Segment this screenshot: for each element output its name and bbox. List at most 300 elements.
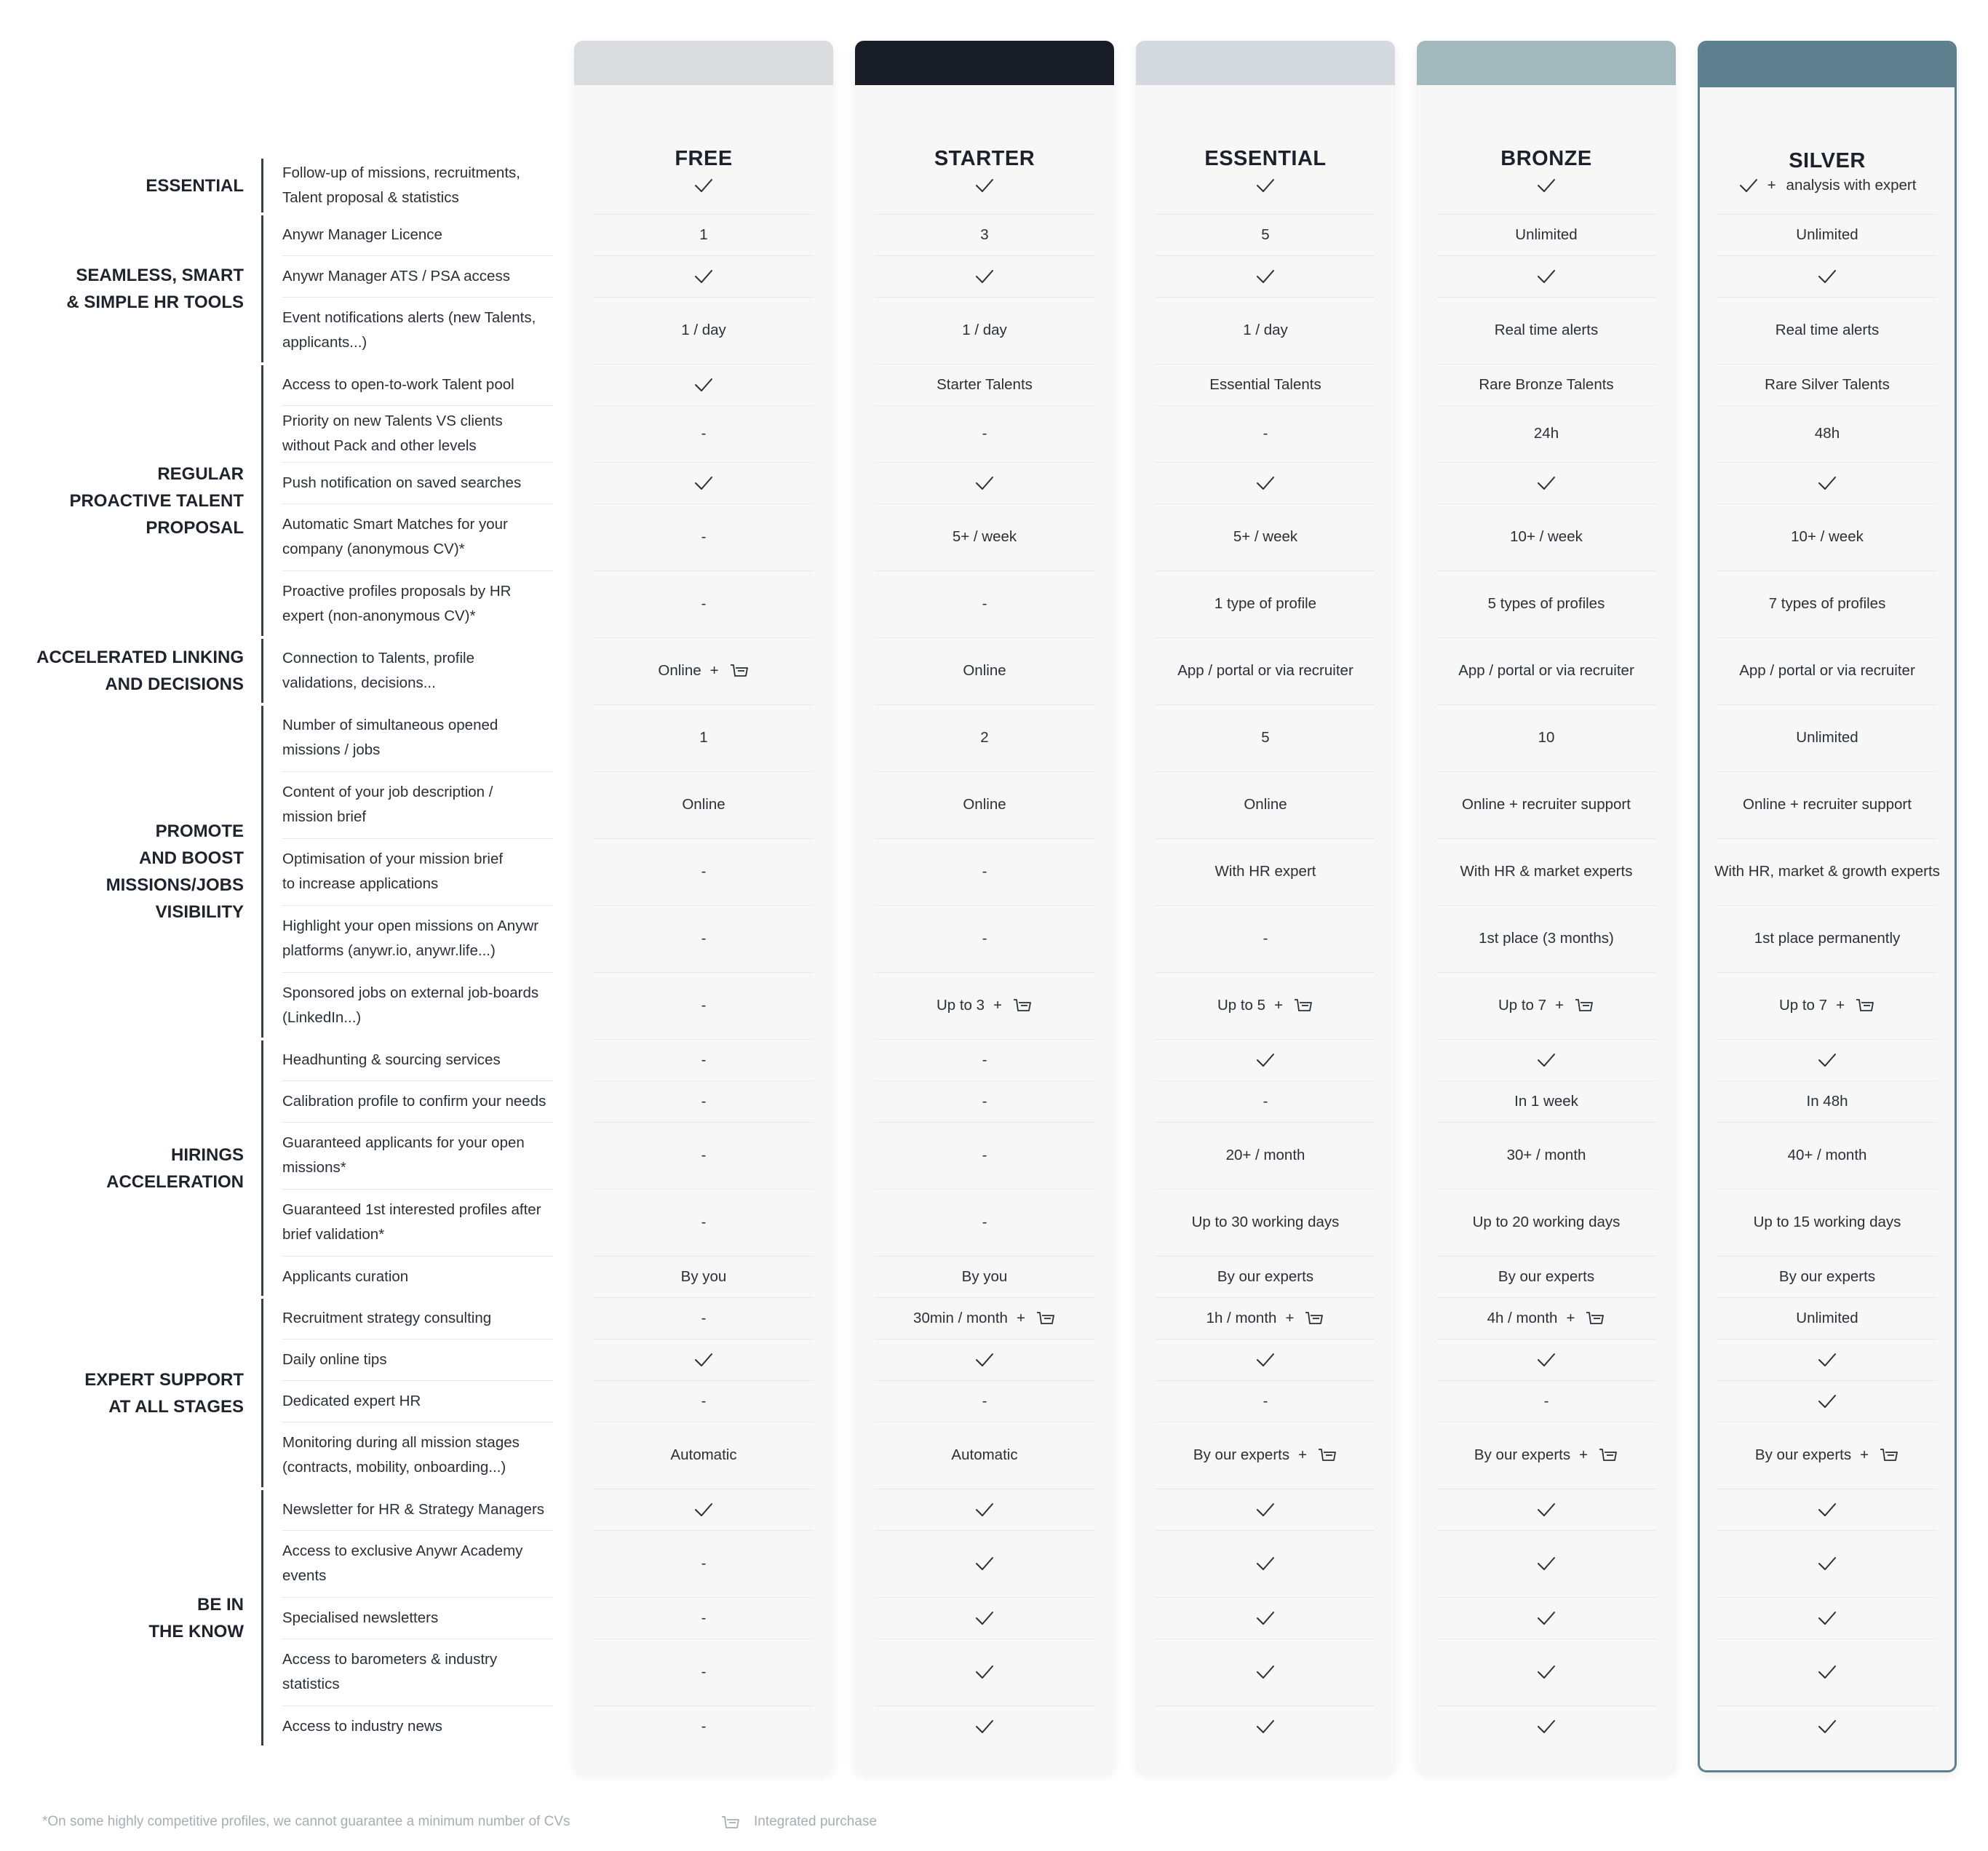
check-icon	[1536, 1052, 1556, 1068]
group-label	[0, 461, 244, 541]
plan-cell	[574, 905, 833, 972]
cell-value: -	[701, 1555, 707, 1572]
plan-cell	[1417, 570, 1676, 637]
check-icon	[1817, 1393, 1837, 1409]
plan-cell	[1698, 838, 1957, 905]
plan-cell	[1136, 255, 1395, 297]
group-label-line: AT ALL STAGES	[108, 1396, 244, 1417]
cell-value: By our experts	[1754, 1446, 1852, 1463]
plan-cell	[574, 1705, 833, 1747]
feature-label	[282, 1489, 553, 1530]
group-label-line: REGULAR	[157, 463, 244, 484]
cell-value: 24h	[1533, 425, 1559, 442]
check-icon	[974, 1352, 995, 1368]
check-icon	[974, 475, 995, 491]
plan-cell	[1417, 462, 1676, 503]
group-label-line: ACCELERATED LINKING	[36, 648, 244, 667]
plan-header-band	[1417, 41, 1676, 85]
cell-value: 2	[980, 729, 989, 746]
plan-cell	[855, 570, 1114, 637]
cell-value: -	[982, 930, 987, 947]
plan-cell	[1417, 771, 1676, 838]
cell-value: -	[982, 425, 987, 442]
feature-label	[282, 1530, 553, 1597]
check-icon	[1255, 1556, 1276, 1572]
cell-value: 5	[1261, 226, 1270, 243]
cart-icon	[1855, 998, 1875, 1014]
plan-cell	[1417, 1256, 1676, 1297]
feature-label	[282, 1189, 553, 1256]
feature-label	[282, 905, 553, 972]
plan-cell	[1136, 1122, 1395, 1189]
plan-cell	[855, 462, 1114, 503]
plan-cell	[1417, 637, 1676, 704]
check-icon	[1255, 268, 1276, 284]
cell-value: Up to 20 working days	[1472, 1214, 1621, 1230]
plan-cell	[574, 1122, 833, 1189]
plan-cell	[855, 1530, 1114, 1597]
plus-sign: +	[1767, 177, 1776, 194]
feature-label	[282, 1422, 553, 1489]
cell-value: -	[701, 595, 707, 612]
feature-label	[282, 1339, 553, 1380]
cell-value: In 1 week	[1514, 1092, 1578, 1110]
plan-cell	[1698, 297, 1957, 364]
check-icon	[1817, 268, 1837, 284]
plan-cell	[855, 1489, 1114, 1530]
cell-value: Up to 15 working days	[1753, 1214, 1901, 1230]
plan-cell	[1417, 905, 1676, 972]
cell-value: Unlimited	[1796, 729, 1858, 746]
feature-label	[282, 972, 553, 1039]
check-icon	[1817, 475, 1837, 491]
check-icon	[974, 1556, 995, 1572]
feature-label-line: Optimisation of your mission brief	[282, 851, 504, 867]
plan-cell	[1136, 771, 1395, 838]
plan-cell	[574, 838, 833, 905]
group-label	[0, 1142, 244, 1195]
cell-value: 10+ / week	[1791, 528, 1864, 545]
plan-cell	[1136, 1489, 1395, 1530]
plan-cell	[1417, 1705, 1676, 1747]
plan-cell	[574, 771, 833, 838]
check-icon	[1738, 178, 1759, 194]
cart-icon	[1317, 1447, 1337, 1463]
plan-cell	[1136, 1189, 1395, 1256]
cell-value: With HR & market experts	[1460, 863, 1633, 880]
plan-cell	[1698, 905, 1957, 972]
cell-value: Up to 7	[1778, 997, 1828, 1014]
group-bracket	[261, 706, 263, 1038]
plan-cell	[1698, 1639, 1957, 1705]
check-icon	[974, 178, 995, 194]
cell-value: 3	[980, 226, 989, 243]
cell-value: -	[1263, 1392, 1268, 1409]
feature-label	[282, 1256, 553, 1297]
cart-icon	[1598, 1447, 1618, 1463]
plan-cell	[1417, 1122, 1676, 1189]
check-icon	[1255, 475, 1276, 491]
feature-label	[282, 364, 553, 405]
cell-value: 5	[1261, 729, 1270, 746]
feature-label-line: mission brief	[282, 808, 367, 825]
footnote: *On some highly competitive profiles, we cannot guarantee a minimum number of CVs	[42, 1814, 570, 1829]
plan-cell	[1698, 1256, 1957, 1297]
plan-cell	[574, 1489, 833, 1530]
feature-label-line: Content of your job description /	[282, 784, 493, 800]
plan-cell	[574, 1339, 833, 1380]
cell-value: Unlimited	[1796, 226, 1858, 243]
cell-value: -	[701, 1092, 707, 1110]
plan-cell	[1417, 1189, 1676, 1256]
cell-value: App / portal or via recruiter	[1177, 662, 1353, 679]
group-label-line: ESSENTIAL	[146, 175, 244, 196]
feature-label-line: Daily online tips	[282, 1350, 387, 1368]
feature-label-line: missions*	[282, 1159, 346, 1176]
group-bracket	[261, 1040, 263, 1296]
plan-cell	[1698, 1039, 1957, 1080]
feature-label-line: platforms (anywr.io, anywr.life...)	[282, 942, 496, 959]
group-label-line: AND BOOST	[139, 848, 244, 868]
feature-label	[282, 462, 553, 503]
group-label-line: THE KNOW	[148, 1621, 244, 1641]
feature-label-line: (contracts, mobility, onboarding...)	[282, 1459, 506, 1476]
plan-cell	[855, 214, 1114, 255]
plan-cell	[1136, 1380, 1395, 1422]
plan-title: BRONZE	[1500, 147, 1592, 170]
plan-cell	[574, 1530, 833, 1597]
check-icon	[693, 268, 714, 284]
cell-value: By our experts	[1193, 1446, 1290, 1463]
plus-sign: +	[1298, 1446, 1308, 1463]
cell-value: -	[701, 1309, 707, 1326]
cell-value: Starter Talents	[937, 375, 1033, 393]
group-label-line: PROACTIVE TALENT	[69, 490, 244, 511]
cell-value: In 48h	[1806, 1092, 1848, 1110]
cell-value: analysis with expert	[1786, 177, 1917, 194]
cart-icon	[1879, 1447, 1899, 1463]
plan-cell	[855, 637, 1114, 704]
cell-value: 1 type of profile	[1214, 595, 1317, 612]
cell-value: Online + recruiter support	[1462, 796, 1631, 813]
plan-cell	[574, 1297, 833, 1339]
plan-cell	[855, 1297, 1114, 1339]
plan-cell	[1417, 1639, 1676, 1705]
cart-icon	[1304, 1310, 1324, 1326]
feature-label-line: Number of simultaneous opened	[282, 717, 498, 733]
check-icon	[974, 1610, 995, 1626]
plan-cell	[574, 255, 833, 297]
check-icon	[693, 178, 714, 194]
plan-cell	[855, 771, 1114, 838]
check-icon	[1255, 1052, 1276, 1068]
cell-value: By you	[961, 1267, 1008, 1285]
cell-value: Unlimited	[1515, 226, 1578, 243]
check-icon	[1536, 1610, 1556, 1626]
plan-cell	[1136, 704, 1395, 771]
check-icon	[1817, 1352, 1837, 1368]
cell-value: 1st place (3 months)	[1479, 930, 1614, 947]
plus-sign: +	[1566, 1309, 1575, 1326]
cart-icon	[1012, 998, 1033, 1014]
plan-cell	[1136, 1339, 1395, 1380]
plan-cell	[1698, 1189, 1957, 1256]
feature-label-line: missions / jobs	[282, 741, 381, 758]
feature-label-line: Talent proposal & statistics	[282, 189, 459, 206]
plus-sign: +	[1860, 1446, 1869, 1463]
plan-cell	[855, 1256, 1114, 1297]
cell-value: Online + recruiter support	[1743, 796, 1912, 813]
plan-cell	[1136, 364, 1395, 405]
plan-cell	[574, 297, 833, 364]
feature-label-line: company (anonymous CV)*	[282, 541, 465, 557]
plan-cell	[1136, 503, 1395, 570]
feature-label-line: Applicants curation	[282, 1267, 409, 1285]
plan-cell	[1698, 1530, 1957, 1597]
check-icon	[974, 268, 995, 284]
cell-value: 1 / day	[1243, 322, 1288, 338]
cell-value: -	[982, 595, 987, 612]
plan-header-band	[1136, 41, 1395, 85]
feature-label	[282, 1080, 553, 1122]
plan-cell	[1417, 1530, 1676, 1597]
plan-cell	[1698, 255, 1957, 297]
check-icon	[1817, 1664, 1837, 1680]
plan-cell	[1417, 972, 1676, 1039]
feature-label	[282, 297, 553, 364]
plan-cell	[1136, 1639, 1395, 1705]
feature-label-line: Automatic Smart Matches for your	[282, 516, 508, 533]
feature-label	[282, 637, 553, 704]
feature-label-line: brief validation*	[282, 1226, 385, 1243]
feature-label-line: expert (non-anonymous CV)*	[282, 608, 476, 624]
feature-label-line: Access to open-to-work Talent pool	[282, 375, 514, 393]
plan-cell	[855, 1639, 1114, 1705]
cell-value: 1	[699, 729, 708, 746]
cart-icon	[729, 663, 750, 679]
cell-value: By our experts	[1217, 1267, 1314, 1285]
plan-cell	[1417, 503, 1676, 570]
group-bracket	[261, 159, 263, 212]
group-label-line: SEAMLESS, SMART	[76, 266, 244, 285]
check-icon	[1817, 1610, 1837, 1626]
cell-value: -	[982, 1392, 987, 1409]
plan-cell	[1136, 405, 1395, 462]
cell-value: -	[982, 863, 987, 880]
cell-value: 1 / day	[681, 322, 726, 338]
feature-label-line: Calibration profile to confirm your needs	[282, 1092, 546, 1110]
plan-cell	[574, 1039, 833, 1080]
group-label-line: MISSIONS/JOBS	[106, 875, 244, 895]
check-icon	[1817, 1556, 1837, 1572]
cell-value: App / portal or via recruiter	[1458, 662, 1634, 679]
group-bracket	[261, 639, 263, 703]
plus-sign: +	[1555, 997, 1564, 1014]
plan-cell	[855, 1705, 1114, 1747]
feature-label	[282, 1297, 553, 1339]
cell-value: Online	[963, 796, 1006, 813]
cell-value: Rare Bronze Talents	[1479, 375, 1614, 393]
cell-value: Online	[658, 662, 701, 679]
plan-cell	[574, 405, 833, 462]
cart-icon	[1035, 1310, 1056, 1326]
plan-cell	[574, 570, 833, 637]
plus-sign: +	[1836, 997, 1845, 1014]
plan-cell	[1136, 1039, 1395, 1080]
group-label-line: & SIMPLE HR TOOLS	[66, 292, 244, 312]
group-label-line: PROPOSAL	[146, 517, 244, 538]
plan-cell	[1417, 255, 1676, 297]
plan-cell	[574, 972, 833, 1039]
check-icon	[1536, 1502, 1556, 1518]
plan-cell	[574, 364, 833, 405]
plan-cell	[855, 1597, 1114, 1639]
plan-cell	[855, 1122, 1114, 1189]
feature-label-line: Event notifications alerts (new Talents,	[282, 309, 536, 326]
feature-label	[282, 1639, 553, 1705]
cell-value: -	[1263, 930, 1268, 947]
group-label-line: EXPERT SUPPORT	[84, 1369, 244, 1390]
feature-label-line: Guaranteed applicants for your open	[282, 1134, 525, 1151]
group-label	[0, 262, 244, 316]
cell-value: By our experts	[1778, 1267, 1876, 1285]
check-icon	[693, 377, 714, 393]
check-icon	[693, 1502, 714, 1518]
cell-value: -	[1263, 1092, 1268, 1110]
plan-cell	[855, 972, 1114, 1039]
cell-value: -	[701, 1214, 707, 1230]
cell-value: 30min / month	[913, 1309, 1008, 1326]
cell-value: -	[701, 1392, 707, 1409]
cell-value: -	[982, 1147, 987, 1163]
feature-label-line: (LinkedIn...)	[282, 1009, 362, 1026]
feature-label-line: Push notification on saved searches	[282, 474, 522, 491]
plan-cell	[855, 704, 1114, 771]
group-label	[0, 644, 244, 698]
plan-cell	[1417, 838, 1676, 905]
plan-cell	[855, 405, 1114, 462]
plan-cell	[1417, 157, 1676, 214]
check-icon	[974, 1502, 995, 1518]
check-icon	[974, 1664, 995, 1680]
plan-cell	[1698, 1380, 1957, 1422]
cell-value: -	[982, 1092, 987, 1110]
cell-value: Online	[682, 796, 725, 813]
plan-cell	[1698, 1705, 1957, 1747]
feature-label-line: applicants...)	[282, 334, 367, 351]
feature-label-line: events	[282, 1567, 327, 1584]
cell-value: 1	[699, 226, 708, 243]
check-icon	[1255, 1719, 1276, 1735]
cell-value: 5+ / week	[1233, 528, 1298, 545]
check-icon	[1255, 1502, 1276, 1518]
feature-label	[282, 771, 553, 838]
feature-label-line: Access to industry news	[282, 1717, 442, 1735]
cell-value: Real time alerts	[1775, 322, 1880, 338]
plan-cell	[1417, 364, 1676, 405]
check-icon	[1536, 268, 1556, 284]
cell-value: Real time alerts	[1494, 322, 1599, 338]
cell-value: By our experts	[1498, 1267, 1595, 1285]
feature-label-line: Access to exclusive Anywr Academy	[282, 1542, 523, 1559]
feature-label	[282, 503, 553, 570]
plan-cell	[1417, 1489, 1676, 1530]
check-icon	[693, 1352, 714, 1368]
plan-cell	[1698, 771, 1957, 838]
feature-label-line: Anywr Manager ATS / PSA access	[282, 267, 510, 284]
cell-value: -	[701, 1717, 707, 1735]
cell-value: -	[701, 1147, 707, 1163]
plan-header-band	[1700, 43, 1955, 87]
feature-label-line: Access to barometers & industry	[282, 1651, 498, 1668]
plan-cell	[1136, 1597, 1395, 1639]
feature-label	[282, 1039, 553, 1080]
cell-value: With HR expert	[1214, 863, 1316, 880]
cell-value: Up to 3	[936, 997, 985, 1014]
group-label	[0, 818, 244, 926]
check-icon	[1255, 1610, 1276, 1626]
plan-cell	[1417, 1597, 1676, 1639]
cell-value: 10	[1538, 729, 1555, 746]
feature-label	[282, 405, 553, 462]
plan-cell	[574, 704, 833, 771]
cell-value: Up to 5	[1217, 997, 1266, 1014]
feature-label-line: Specialised newsletters	[282, 1609, 439, 1626]
plan-cell	[574, 1380, 833, 1422]
plan-cell	[1698, 637, 1957, 704]
plus-sign: +	[1274, 997, 1284, 1014]
plan-cell	[1698, 214, 1957, 255]
plan-cell	[1136, 214, 1395, 255]
plan-cell	[1417, 704, 1676, 771]
cart-icon	[1293, 998, 1313, 1014]
feature-label-line: Proactive profiles proposals by HR	[282, 583, 512, 600]
group-label	[0, 1591, 244, 1645]
cell-value: Online	[1244, 796, 1287, 813]
plan-cell	[1698, 570, 1957, 637]
plan-cell	[1698, 157, 1957, 214]
feature-label	[282, 1122, 553, 1189]
plan-cell	[855, 255, 1114, 297]
cell-value: -	[701, 997, 707, 1014]
plan-cell	[574, 637, 833, 704]
feature-label-line: Highlight your open missions on Anywr	[282, 917, 539, 934]
plan-cell	[1136, 1297, 1395, 1339]
plan-cell	[574, 503, 833, 570]
feature-label-line: Monitoring during all mission stages	[282, 1434, 520, 1451]
cell-value: -	[982, 1051, 987, 1068]
check-icon	[1255, 1664, 1276, 1680]
cell-value: 1h / month	[1206, 1309, 1277, 1326]
plus-sign: +	[1016, 1309, 1025, 1326]
plan-cell	[574, 1189, 833, 1256]
cell-value: 30+ / month	[1506, 1147, 1586, 1163]
check-icon	[1536, 1719, 1556, 1735]
cell-value: -	[1543, 1392, 1549, 1409]
check-icon	[1536, 1556, 1556, 1572]
cell-value: By our experts	[1474, 1446, 1571, 1463]
cell-value: Online	[963, 662, 1006, 679]
cart-icon	[1585, 1310, 1605, 1326]
plan-cell	[1698, 1297, 1957, 1339]
plan-cell	[855, 1039, 1114, 1080]
plan-cell	[1136, 838, 1395, 905]
feature-label	[282, 570, 553, 637]
plan-cell	[855, 157, 1114, 214]
plus-sign: +	[709, 662, 719, 679]
cell-value: 20+ / month	[1225, 1147, 1305, 1163]
feature-label	[282, 704, 553, 771]
